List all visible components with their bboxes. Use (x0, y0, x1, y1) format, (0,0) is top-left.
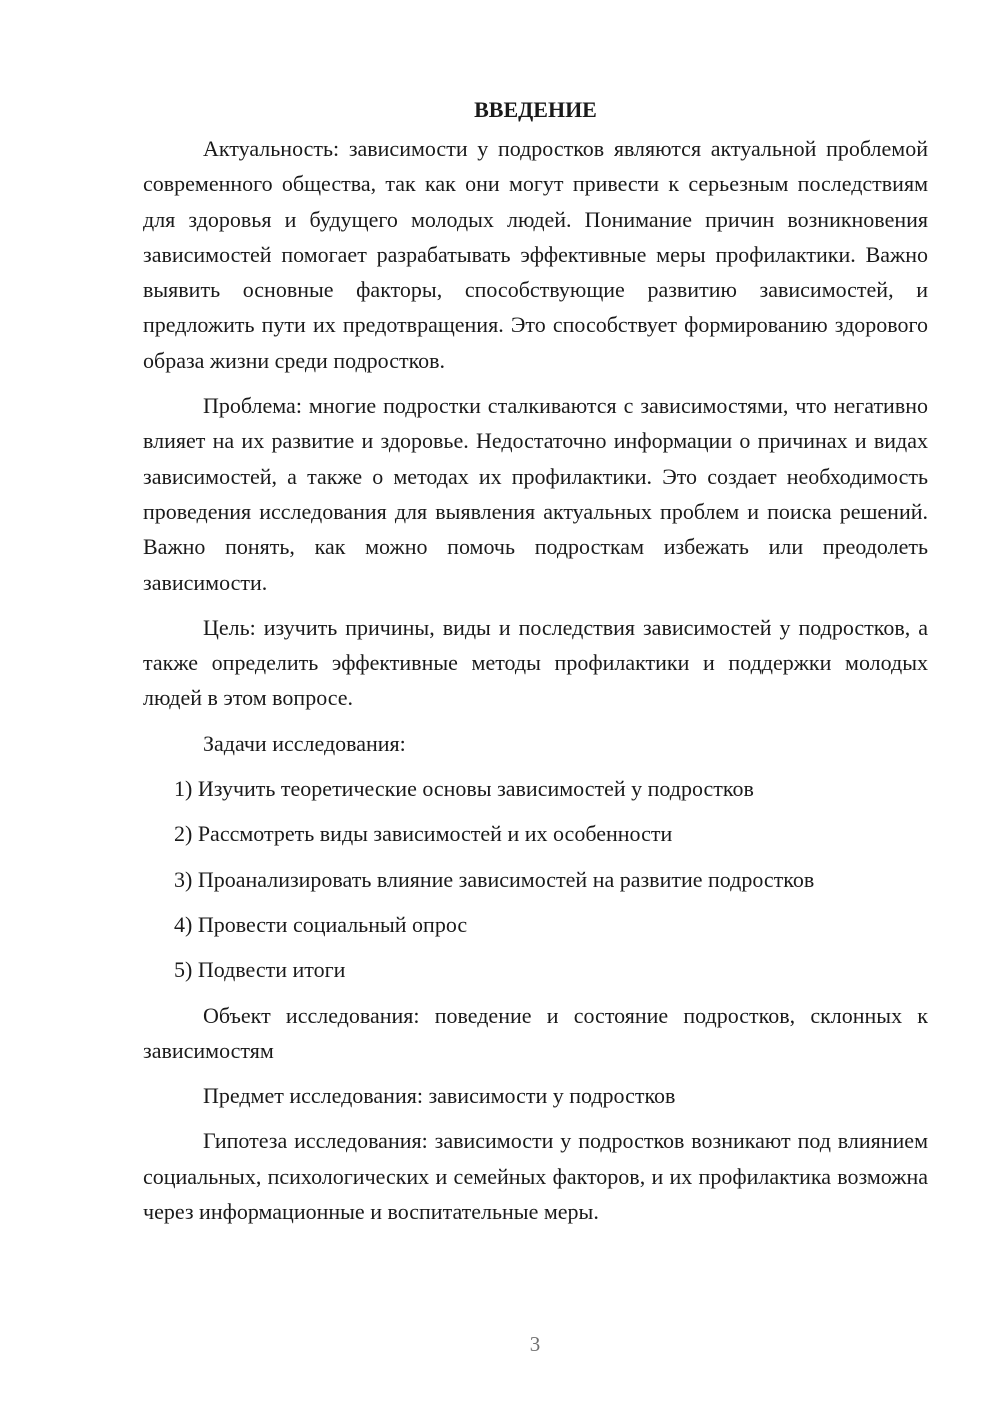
problem-paragraph: Проблема: многие подростки сталкиваются с зависимостями, что негативно влияет на их развитие и здоровье. Недостаточно информации о причинах и видах зависимостей, а также о методах их профилактики. Это создает необходимость проведения исследования для выявления актуальных проблем и поиска решений. Важно понять, как можно помочь подросткам избежать или преодолеть зависимости. (143, 393, 928, 595)
object-paragraph: Объект исследования: поведение и состояние подростков, склонных к зависимостям (143, 1002, 928, 1063)
tasks-list (143, 771, 928, 987)
relevance-paragraph: Актуальность: зависимости у подростков являются актуальной проблемой современного общества, так как они могут привести к серьезным последствиям для здоровья и будущего молодых людей. Понимание причин возникновения зависимостей помогает разрабатывать эффективные меры профилактики. Важно выявить основные факторы, способствующие развитию зависимостей, и предложить пути их предотвращения. Это способствует формированию здорового образа жизни среди подростков. (143, 136, 928, 373)
tasks-heading: Задачи исследования: (203, 730, 406, 756)
hypothesis-paragraph: Гипотеза исследования: зависимости у подростков возникают под влиянием социальных, психологических и семейных факторов, и их профилактика возможна через информационные и воспитательные меры. (143, 1128, 928, 1225)
list-item: 1) Изучить теоретические основы зависимостей у подростков (174, 776, 754, 802)
list-item: 5) Подвести итоги (174, 957, 346, 983)
page-number: 3 (529, 1332, 541, 1356)
document-body (143, 92, 928, 1239)
list-item: 2) Рассмотреть виды зависимостей и их особенности (174, 821, 673, 847)
subject-paragraph: Предмет исследования: зависимости у подростков (203, 1083, 676, 1109)
list-item: 4) Провести социальный опрос (174, 911, 468, 937)
section-title: ВВЕДЕНИЕ (474, 97, 597, 122)
goal-paragraph: Цель: изучить причины, виды и последствия зависимостей у подростков, а также определить эффективные методы профилактики и поддержки молодых людей в этом вопросе. (143, 614, 928, 711)
list-item: 3) Проанализировать влияние зависимостей на развитие подростков (174, 866, 815, 892)
